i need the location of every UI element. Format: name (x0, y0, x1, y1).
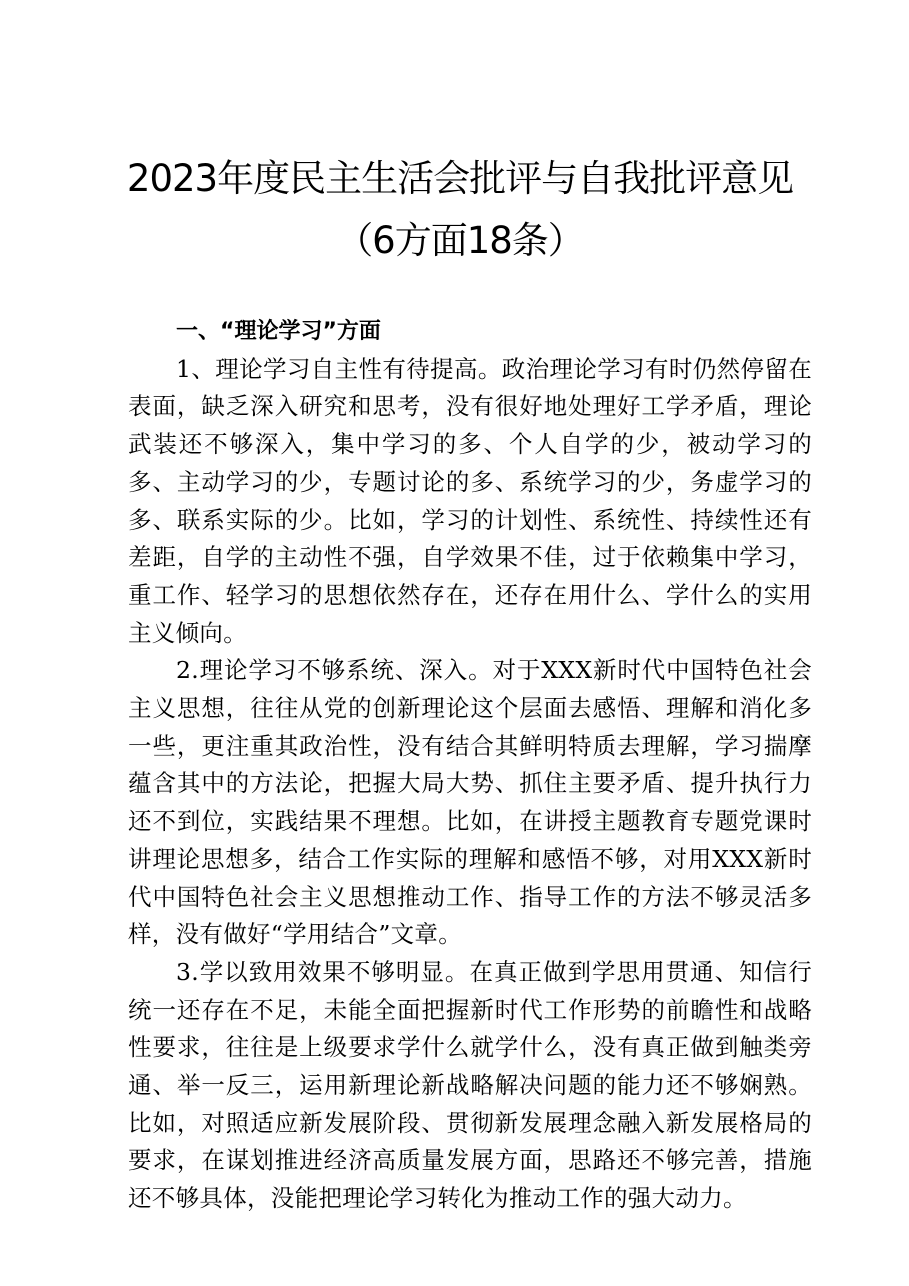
paragraph-1: 1、理论学习自主性有待提高。政治理论学习有时仍然停留在表面，缺乏深入研究和思考，没有很好地处理好工学矛盾，理论武装还不够深入，集中学习的多、个人自学的少，被动学习的多、主动学习的少，专题讨论的多、系统学习的少，务虚学习的多、联系实际的少。比如，学习的计划性、系统性、持续性还有差距，自学的主动性不强，自学效果不佳，过于依赖集中学习，重工作、轻学习的思想依然存在，还存在用什么、学什么的实用主义倾向。 (128, 354, 812, 647)
paragraph-2: 2.理论学习不够系统、深入。对于XXX新时代中国特色社会主义思想，往往从党的创新理论这个层面去感悟、理解和消化多一些，更注重其政治性，没有结合其鲜明特质去理解，学习揣摩蕴含其中的方法论，把握大局大势、抓住主要矛盾、提升执行力还不到位，实践结果不理想。比如，在讲授主题教育专题党课时讲理论思想多，结合工作实际的理解和感悟不够，对用XXX新时代中国特色社会主义思想推动工作、指导工作的方法不够灵活多样，没有做好“学用结合”文章。 (128, 656, 812, 949)
document-title: 2023年度民主生活会批评与自我批评意见（6方面18条） (126, 157, 794, 262)
section-heading: 一、“理论学习”方面 (176, 319, 381, 344)
document-body (128, 313, 812, 1218)
paragraph-3: 3.学以致用效果不够明显。在真正做到学思用贯通、知信行统一还存在不足，未能全面把握新时代工作形势的前瞻性和战略性要求，往往是上级要求学什么就学什么，没有真正做到触类旁通、举一反三，运用新理论新战略解决问题的能力还不够娴熟。比如，对照适应新发展阶段、贯彻新发展理念融入新发展格局的要求，在谋划推进经济高质量发展方面，思路还不够完善，措施还不够具体，没能把理论学习转化为推动工作的强大动力。 (128, 957, 812, 1213)
